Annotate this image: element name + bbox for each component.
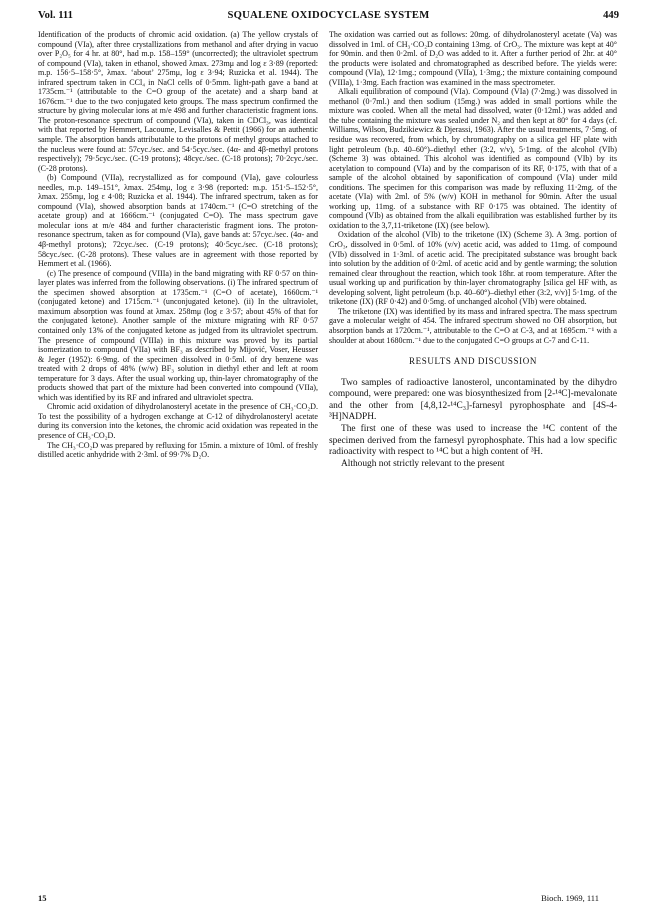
paragraph: Although not strictly relevant to the present bbox=[341, 458, 505, 469]
right-column bbox=[329, 30, 617, 470]
running-title: SQUALENE OXIDOCYCLASE SYSTEM bbox=[227, 10, 430, 21]
paragraph: The first one of these was used to increase the ¹⁴C content of the specimen derived from the farnesyl pyrophosphate. This had a low specific radioactivity with respect to ¹⁴C but a high content of ³H. bbox=[329, 423, 617, 458]
paragraph: Oxidation of the alcohol (VIb) to the triketone (IX) (Scheme 3). A 3mg. portion of CrO₃, dissolved in 0·5ml. of 10% (v/v) acetic acid, was added to 11mg. of compound (VIb) dissolved in 1·3ml. of acetic acid. The precipitated substance was brought back into solution by the addition of 0·2ml. of acetic acid and by gentle warming; the solution remained clear throughout the reaction, which took 18hr. at room temperature. After the usual working up and purification by thin-layer chromatography [silica gel HF with, as developing solvent, light petroleum (b.p. 40–60°)–diethyl ether (3:2, v/v)] 5·1mg. of the triketone (IX) (RF 0·42) and 0·5mg. of unchanged alcohol (VIb) were obtained. bbox=[329, 230, 617, 307]
page-number: 449 bbox=[603, 10, 619, 21]
paragraph: Two samples of radioactive lanosterol, uncontaminated by the dihydro compound, were prepared: one was biosynthesized from [2-¹⁴C]-mevalonate and the other from [4,8,12-¹⁴C₃]-farnesyl pyrophosphate and [4S-4-³H]NADPH. bbox=[329, 377, 617, 423]
paragraph: The CH₃·CO₂D was prepared by refluxing for 15min. a mixture of 10ml. of freshly distilled acetic anhydride with 2·3ml. of 99·7% D₂O. bbox=[38, 440, 318, 460]
page-footer bbox=[38, 893, 619, 905]
paragraph: (c) The presence of compound (VIIIa) in the band migrating with RF 0·57 on thin-layer plates was inferred from the following observations. (i) The infrared spectrum of the specimen showed absorption at 1735cm.⁻¹ (C=O of acetate), 1660cm.⁻¹ (conjugated ketone) and 1715cm.⁻¹ (unconjugated ketone). (ii) In the ultraviolet, maximum absorption was found at λmax. 258mμ (log ε 3·57; about 45% of that for the conjugated ketone). Another sample of the mixture migrating with RF 0·57 contained only 13% of the conjugated ketone as judged from its ultraviolet spectrum. The presence of compound (VIIIa) in this mixture was proved by its partial isomerization to compound (VIIa) with BF₃ as described by Mijović, Voser, Heusser & Jeger (1952): 6·9mg. of the specimen dissolved in 0·5ml. of dry benzene was treated with 2 drops of 48% (w/w) BF₃ solution in diethyl ether and left at room temperature for 3 days. After the usual working up, thin-layer chromatography of the products showed that part of the mixture had been converted into compound (VIIa), which was identified by its RF and infrared and ultraviolet spectra. bbox=[38, 268, 318, 402]
paragraph: The oxidation was carried out as follows: 20mg. of dihydrolanosteryl acetate (Va) was dissolved in 1ml. of CH₃·CO₂D containing 13mg. of CrO₃. The mixture was kept at 40° for 90min. and then 0·2ml. of D₂O was added to it. After a further period of 2hr. at 40° the products were isolated and chromatographed as described before. The yields were: compound (VIa), 12·1mg.; compound (VIIa), 1·3mg.; the mixture containing compound (VIIIa), 1·3mg. Each fraction was examined in the mass spectrometer. bbox=[329, 30, 617, 87]
paragraph: (b) Compound (VIIa), recrystallized as for compound (VIa), gave colourless needles, m.p. 149–151°, λmax. 254mμ, log ε 3·98 (reported: m.p. 151·5–152·5°, λmax. 255mμ, log ε 4·08; Ruzicka et al. 1944). The infrared spectrum, taken as for compound (VIa), showed absorption bands at 1740cm.⁻¹ (C=O stretching of the acetate group) and at 1666cm.⁻¹ (conjugated C=O). The mass spectrum gave molecular ions at m/e 484 and further characteristic fragment ions. The proton-resonance spectrum, taken as for compound (VIa), gave bands at: 57cyc./sec. (4α- and 4β-methyl protons); 72cyc./sec. (C-19 protons); 40·5cyc./sec. (C-18 protons); 58cyc./sec. (C-28 protons). These values are in agreement with those reported by Hemmert et al. (1966). bbox=[38, 173, 318, 269]
footer-number: 15 bbox=[38, 893, 47, 903]
volume-label: Vol. 111 bbox=[38, 10, 73, 21]
paragraph: Identification of the products of chromic acid oxidation. (a) The yellow crystals of compound (VIa), after three crystallizations from methanol and after drying in vacuo over P₂O₅ for 4 hr. at 80°, had m.p. 158–159° (uncorrected); the ultraviolet spectrum of compound (VIa), taken in ethanol, showed λmax. 273mμ and log ε 3·89 (reported: m.p. 156·5–158·5°, λmax. ‘about’ 275mμ, log ε 3·94; Ruzicka et al. 1944). The infrared spectrum taken in CCl₄ in NaCl cells of 0·5mm. light-path gave a band at 1735cm.⁻¹ (attributable to the C=O group of the acetate) and a sharp band at 1676cm.⁻¹ due to the two conjugated keto groups. The mass spectrum confirmed the structure by giving molecular ions at m/e 498 and further characteristic fragment ions. The proton-resonance spectrum of compound (VIa), taken in CDCl₃, was identical with that reported by Hemmert, Lacoume, Levisalles & Pettit (1966) for an authentic sample. The absorption bands attributable to the protons of methyl groups attached to the nucleus were found at: 57cyc./sec. and 54·5cyc./sec. (4α- and 4β-methyl protons respectively); 79·5cyc./sec. (C-19 protons); 48cyc./sec. (C-18 protons); 70·2cyc./sec. (C-28 protons). bbox=[38, 30, 318, 173]
paragraph: Alkali equilibration of compound (VIa). Compound (VIa) (7·2mg.) was dissolved in methanol (0·7ml.) and then sodium (15mg.) was added in small portions while the mixture was cooled. When all the metal had dissolved, water (0·12ml.) was added and the tube containing the mixture was sealed under N₂ and then kept at 80° for 4 days (cf. Williams, Wilson, Budzikiewicz & Djerassi, 1963). After the usual treatments, 7·5mg. of residue was recovered, from which, by chromatography on a silica gel HF plate with light petroleum (b.p. 40–60°)–diethyl ether (3:2, v/v), 5·1mg. of the alcohol (VIb) (Scheme 3) was obtained. This alcohol was identified as compound (VIb) by its acetylation to compound (VIa) and by the comparison of its RF, 0·175, with that of a sample of the alcohol obtained by saponification of compound (VIa) under mild conditions. The specimen for this comparison was made by refluxing 11·2mg. of the acetate (VIa) with 2ml. of 5% (w/v) KOH in methanol for 90min. After the usual working up, 11mg. of a substance with RF 0·175 was obtained. The identity of compound (VIb) as obtained from the alkali equilibration was established further by its oxidation to the 3,7,11-triketone (IX) (see below). bbox=[329, 87, 617, 230]
journal-reference: Bioch. 1969, 111 bbox=[541, 893, 599, 903]
paragraph: Chromic acid oxidation of dihydrolanosteryl acetate in the presence of CH₃·CO₂D. To test the possibility of a hydrogen exchange at C-12 of dihydrolanosteryl acetate during its conversion into the ketones, the chromic acid oxidation was repeated in the presence of CH₃·CO₂D. bbox=[38, 402, 318, 440]
section-heading: RESULTS AND DISCUSSION bbox=[409, 356, 537, 367]
running-header bbox=[38, 10, 619, 24]
left-column bbox=[38, 30, 318, 460]
paragraph: The triketone (IX) was identified by its mass and infrared spectra. The mass spectrum gave a molecular weight of 454. The infrared spectrum showed no OH absorption, but absorption bands at 1720cm.⁻¹, attributable to the C=O at C-3, and at 1695cm.⁻¹ with a shoulder at about 1680cm.⁻¹ due to the conjugated C=O groups at C-7 and C-11. bbox=[329, 306, 617, 345]
